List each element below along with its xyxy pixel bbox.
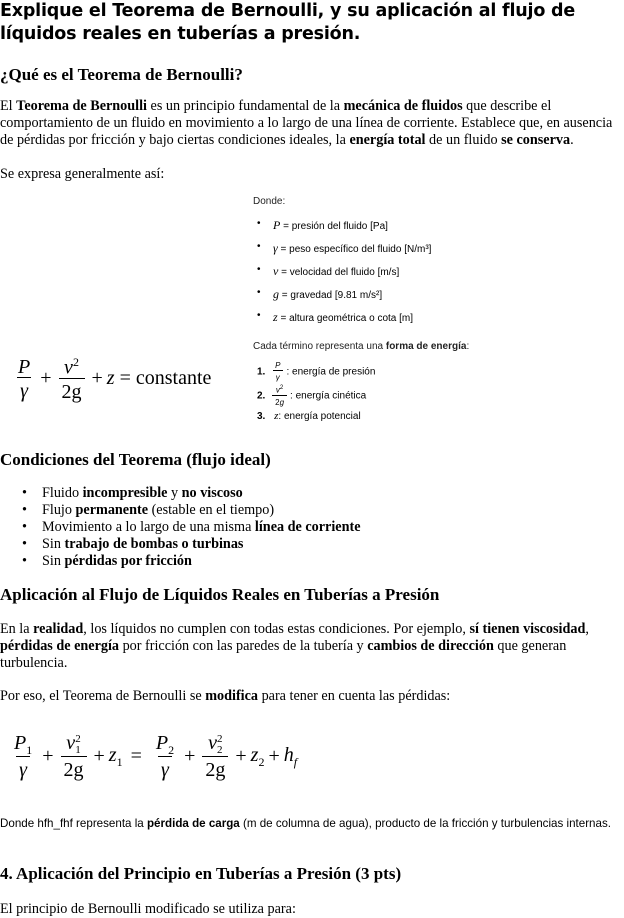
head-loss-note: Donde hfh_fhf representa la pérdida de carga (m de columna de agua), producto de la fricción y turbulencias internas. bbox=[0, 817, 611, 830]
list-item: • Sin pérdidas por fricción bbox=[42, 553, 192, 570]
modifica-paragraph: Por eso, el Teorema de Bernoulli se modifica para tener en cuenta las pérdidas: bbox=[0, 688, 451, 704]
list-item: • Flujo permanente (estable en el tiempo) bbox=[42, 502, 274, 519]
section-heading-aplicacion: Aplicación al Flujo de Líquidos Reales en Tuberías a Presión bbox=[0, 585, 440, 604]
var-item: • z = altura geométrica o cota [m] bbox=[257, 310, 414, 324]
var-item: • v = velocidad del fluido [m/s] bbox=[257, 264, 400, 278]
term-presion: 1. $\frac{P}{\gamma}$ : energía de presión bbox=[257, 361, 376, 382]
section-heading-4: 4. Aplicación del Principio en Tuberías a Presión (3 pts) bbox=[0, 864, 402, 883]
donde-label: Donde: bbox=[253, 196, 286, 207]
list-item: • Sin trabajo de bombas o turbinas bbox=[42, 536, 243, 553]
list-item: • Movimiento a lo largo de una misma línea de corriente bbox=[42, 519, 361, 536]
var-item: • P = presión del fluido [Pa] bbox=[257, 218, 388, 232]
document-title: Explique el Teorema de Bernoulli, y su aplicación al flujo de líquidos reales en tuberías a presión. bbox=[0, 1, 576, 44]
list-item: • Fluido incompresible y no viscoso bbox=[42, 485, 243, 502]
bernoulli-formula: $\frac{P}{\gamma}$ + $\frac{v^2}{2g}$ + z = constante bbox=[18, 355, 212, 403]
section-heading-que-es: ¿Qué es el Teorema de Bernoulli? bbox=[0, 65, 243, 84]
intro-paragraph: El Teorema de Bernoulli es un principio fundamental de la mecánica de fluidos que describe el comportamiento de un fluido en movimiento a lo largo de una línea de corriente. Establece que, en ausencia de pérdidas por fricción y bajo ciertas condiciones ideales, la energía total de un fluido se conserva. bbox=[0, 98, 613, 149]
variables-list bbox=[253, 218, 583, 328]
term-cinetica: 2. $\frac{v^2}{2g}$ : energía cinética bbox=[257, 385, 367, 407]
cada-termino-label: Cada término representa una forma de energía: bbox=[253, 341, 470, 352]
section-heading-condiciones: Condiciones del Teorema (flujo ideal) bbox=[0, 450, 271, 469]
section4-intro: El principio de Bernoulli modificado se utiliza para: bbox=[0, 901, 296, 917]
var-item: • γ = peso específico del fluido [N/m³] bbox=[257, 241, 432, 255]
term-potencial: 3. z: energía potencial bbox=[257, 410, 361, 422]
var-item: • g = gravedad [9.81 m/s²] bbox=[257, 287, 383, 301]
expression-intro: Se expresa generalmente así: bbox=[0, 166, 165, 182]
modified-bernoulli-formula: $\frac{P_1}{\gamma}$ + v 2 1 2g + $z_1$ = $\frac{P_2}{\gamma}$ + v 2 2 2g + $z_2$ + $h_f$ bbox=[14, 732, 298, 781]
reality-paragraph: En la realidad, los líquidos no cumplen con todas estas condiciones. Por ejemplo, sí tienen viscosidad, pérdidas de energía por fricción con las paredes de la tubería y cambios de dirección que generan turbulencia. bbox=[0, 621, 589, 672]
